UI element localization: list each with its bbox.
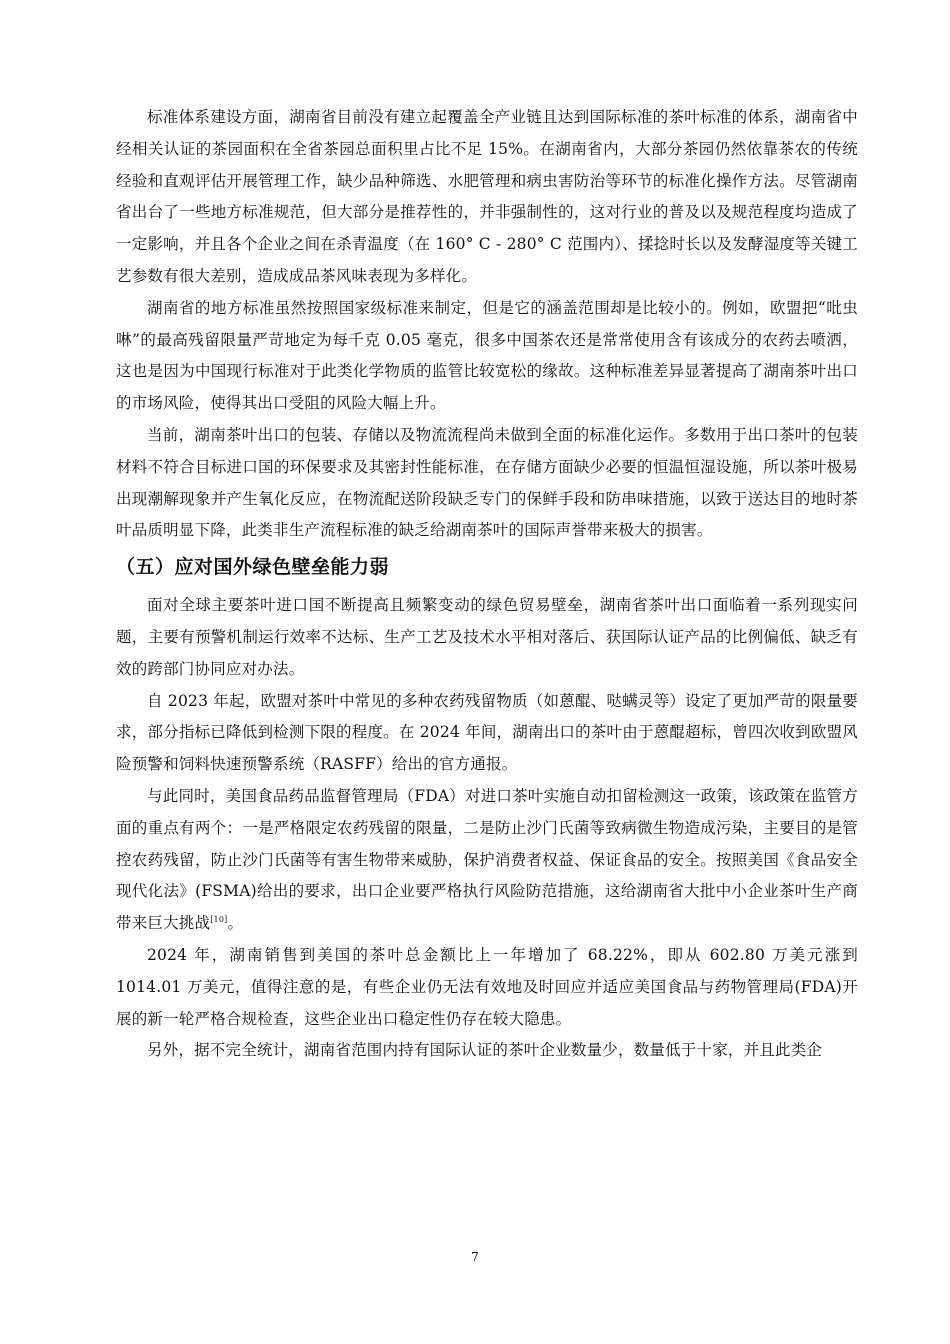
paragraph-eu-limits: 自 2023 年起，欧盟对茶叶中常见的多种农药残留物质（如蒽醌、哒螨灵等）设定了更加严苛的限量要求，部分指标已降低到检测下限的程度。在 2024 年间，湖南出口的茶叶由于蒽醌超标，曾四次收到欧盟风险预警和饲料快速预警系统（RASFF）给出的官方通报。 xyxy=(116,691,858,774)
paragraph-us-sales: 2024 年，湖南销售到美国的茶叶总金额比上一年增加了 68.22%，即从 602.80 万美元涨到 1014.01 万美元，值得注意的是，有些企业仍无法有效地及时回应并适应美国食品与药物管理局(FDA)开展的新一轮严格合规检查，这些企业出口稳定性仍存在较大隐患。 xyxy=(116,945,858,1028)
page-body xyxy=(116,102,858,1067)
fda-paragraph-end: 。 xyxy=(227,914,244,933)
paragraph-packaging-logistics: 当前，湖南茶叶出口的包装、存储以及物流流程尚未做到全面的标准化运作。多数用于出口茶叶的包装材料不符合目标进口国的环保要求及其密封性能标准，在存储方面缺少必要的恒温恒湿设施，所以茶叶极易出现潮解现象并产生氧化反应，在物流配送阶段缺乏专门的保鲜手段和防串味措施，以致于送达目的地时茶叶品质明显下降，此类非生产流程标准的缺乏给湖南茶叶的国际声誉带来极大的损害。 xyxy=(116,425,858,540)
section-heading: （五）应对国外绿色壁垒能力弱 xyxy=(116,556,390,579)
page-number: 7 xyxy=(471,1250,479,1264)
fda-paragraph-text: 与此同时，美国食品药品监督管理局（FDA）对进口茶叶实施自动扣留检测这一政策，该政策在监管方面的重点有两个：一是严格限定农药残留的限量，二是防止沙门氏菌等致病微生物造成污染，主要目的是管控农药残留，防止沙门氏菌等有害生物带来威胁，保护消费者权益、保证食品的安全。按照美国《食品安全现代化法》(FSMA)给出的要求，出口企业要严格执行风险防范措施，这给湖南省大批中小企业茶叶生产商带来巨大挑战 xyxy=(116,786,858,933)
citation-marker: [10] xyxy=(210,914,228,924)
paragraph-local-standards: 湖南省的地方标准虽然按照国家级标准来制定，但是它的涵盖范围却是比较小的。例如，欧盟把“吡虫啉”的最高残留限量严苛地定为每千克 0.05 毫克，很多中国茶农还是常常使用含有该成分的农药去喷洒，这也是因为中国现行标准对于此类化学物质的监管比较宽松的缘故。这种标准差异显著提高了湖南茶叶出口的市场风险，使得其出口受阻的风险大幅上升。 xyxy=(116,298,858,413)
paragraph-certification: 另外，据不完全统计，湖南省范围内持有国际认证的茶叶企业数量少，数量低于十家，并且此类企 xyxy=(147,1041,823,1060)
paragraph-standard-system: 标准体系建设方面，湖南省目前没有建立起覆盖全产业链且达到国际标准的茶叶标准的体系，湖南省中经相关认证的茶园面积在全省茶园总面积里占比不足 15%。在湖南省内，大部分茶园仍然依靠茶农的传统经验和直观评估开展管理工作，缺少品种筛选、水肥管理和病虫害防治等环节的标准化操作方法。尽管湖南省出台了一些地方标准规范，但大部分是推荐性的，并非强制性的，这对行业的普及以及规范程度均造成了一定影响，并且各个企业之间在杀青温度（在 160° C - 280° C 范围内）、揉捻时长以及发酵湿度等关键工艺参数有很大差别，造成成品茶风味表现为多样化。 xyxy=(116,108,858,285)
paragraph-green-barriers: 面对全球主要茶叶进口国不断提高且频繁变动的绿色贸易壁垒，湖南省茶叶出口面临着一系列现实问题，主要有预警机制运行效率不达标、生产工艺及技术水平相对落后、获国际认证产品的比例偏低、缺乏有效的跨部门协同应对办法。 xyxy=(116,596,858,678)
paragraph-fda-policy xyxy=(116,781,858,940)
